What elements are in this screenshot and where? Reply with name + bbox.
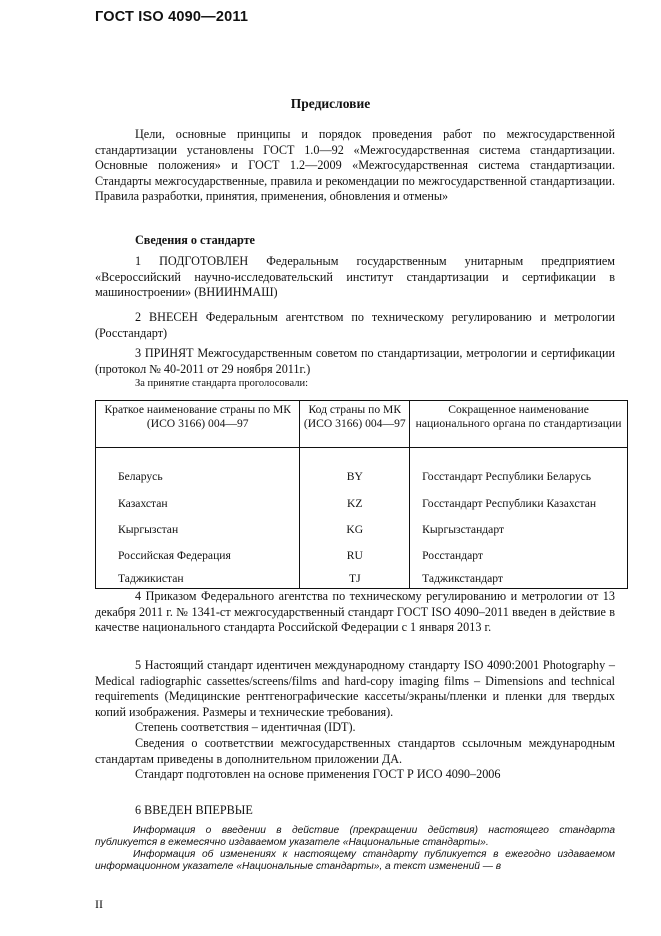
table-cell-code: TJ xyxy=(300,568,410,589)
table-cell-country: Таджикистан xyxy=(96,568,300,589)
table-cell-code: BY xyxy=(300,448,410,491)
item-1-paragraph: 1 ПОДГОТОВЛЕН Федеральным государственным унитарным предприятием «Всероссийский научно-исследовательский институт стандартизации и сертификации в машиностроении» (ВНИИНМАШ) xyxy=(95,254,615,300)
table-header-code: Код страны по МК (ИСО 3166) 004—97 xyxy=(300,401,410,448)
table-cell-country: Кыргызстан xyxy=(96,516,300,542)
item-6-paragraph: 6 ВВЕДЕН ВПЕРВЫЕ xyxy=(135,803,253,817)
table-header-country: Краткое наименование страны по МК (ИСО 3166) 004—97 xyxy=(96,401,300,448)
table-cell-country: Казахстан xyxy=(96,490,300,516)
section-heading: Сведения о стандарте xyxy=(135,233,255,247)
item-5-block xyxy=(95,658,615,783)
table-cell-code: RU xyxy=(300,542,410,568)
table-cell-country: Российская Федерация xyxy=(96,542,300,568)
item-1-block xyxy=(95,254,615,301)
notes-block xyxy=(95,825,615,873)
section-heading-block xyxy=(95,233,615,249)
table-row xyxy=(96,542,628,568)
table-cell-body: Росстандарт xyxy=(410,542,628,568)
table-header-body: Сокращенное наименование национального органа по стандартизации xyxy=(410,401,628,448)
item-2-paragraph: 2 ВНЕСЕН Федеральным агентством по техническому регулированию и метрологии (Росстандарт) xyxy=(95,310,615,340)
item-6-block xyxy=(95,803,615,819)
table-cell-body: Кыргызстандарт xyxy=(410,516,628,542)
item-5-refs: Сведения о соответствии межгосударственных стандартов ссылочным международным стандартам приведены в дополнительном приложении ДА. xyxy=(95,735,615,766)
table-row xyxy=(96,568,628,589)
item-4-block xyxy=(95,589,615,636)
item-5-basis: Стандарт подготовлен на основе применения ГОСТ Р ИСО 4090–2006 xyxy=(135,767,501,782)
table-cell-code: KG xyxy=(300,516,410,542)
voted-caption: За принятие стандарта проголосовали: xyxy=(135,378,309,389)
item-3-block xyxy=(95,346,615,377)
table-row xyxy=(96,516,628,542)
item-3-paragraph: 3 ПРИНЯТ Межгосударственным советом по стандартизации, метрологии и сертификации (протокол № 40-2011 от 29 ноября 2011г.) xyxy=(95,346,615,376)
item-5-paragraph: 5 Настоящий стандарт идентичен международному стандарту ISO 4090:2001 Photography – Medical radiographic cassettes/screens/films and hard-copy imaging films – Dimensions and technical requirements (Медицинские рентгенографические кассеты/экраны/пленки и пленки для твердых копий изображения. Размеры и технические требования). xyxy=(95,658,615,719)
table-cell-code: KZ xyxy=(300,490,410,516)
table-cell-body: Госстандарт Республики Беларусь xyxy=(410,448,628,491)
note-1: Информация о введении в действие (прекращении действия) настоящего стандарта публикуется в ежемесячно издаваемом указателе «Национальные стандарты». xyxy=(95,825,615,848)
voted-caption-block xyxy=(95,377,615,390)
table-row xyxy=(96,448,628,491)
page-title: Предисловие xyxy=(290,96,371,111)
item-5-degree: Степень соответствия – идентичная (IDT). xyxy=(135,720,356,735)
item-4-paragraph: 4 Приказом Федерального агентства по техническому регулированию и метрологии от 13 декабря 2011 г. № 1341-ст межгосударственный стандарт ГОСТ ISO 4090–2011 введен в действие в качестве национального стандарта Российской Федерации с 1 января 2013 г. xyxy=(95,589,615,635)
table-cell-body: Таджикстандарт xyxy=(410,568,628,589)
document-header: ГОСТ ISO 4090—2011 xyxy=(95,9,249,25)
table-cell-body: Госстандарт Республики Казахстан xyxy=(410,490,628,516)
table-row xyxy=(96,490,628,516)
voting-table xyxy=(95,400,628,589)
table-header-row xyxy=(96,401,628,448)
note-2: Информация об изменениях к настоящему стандарту публикуется в ежегодно издаваемом информационном указателе «Национальные стандарты», а текст изменений — в xyxy=(95,849,615,872)
item-2-block xyxy=(95,310,615,341)
intro-block xyxy=(95,127,615,205)
table-cell-country: Беларусь xyxy=(96,448,300,491)
page-number: II xyxy=(95,897,103,911)
intro-paragraph: Цели, основные принципы и порядок проведения работ по межгосударственной стандартизации установлены ГОСТ 1.0—92 «Межгосударственная система стандартизации. Основные положения» и ГОСТ 1.2—2009 «Межгосударственная система стандартизации. Стандарты межгосударственные, правила и рекомендации по межгосударственной стандартизации. Правила разработки, принятия, применения, обновления и отмены» xyxy=(95,127,615,204)
